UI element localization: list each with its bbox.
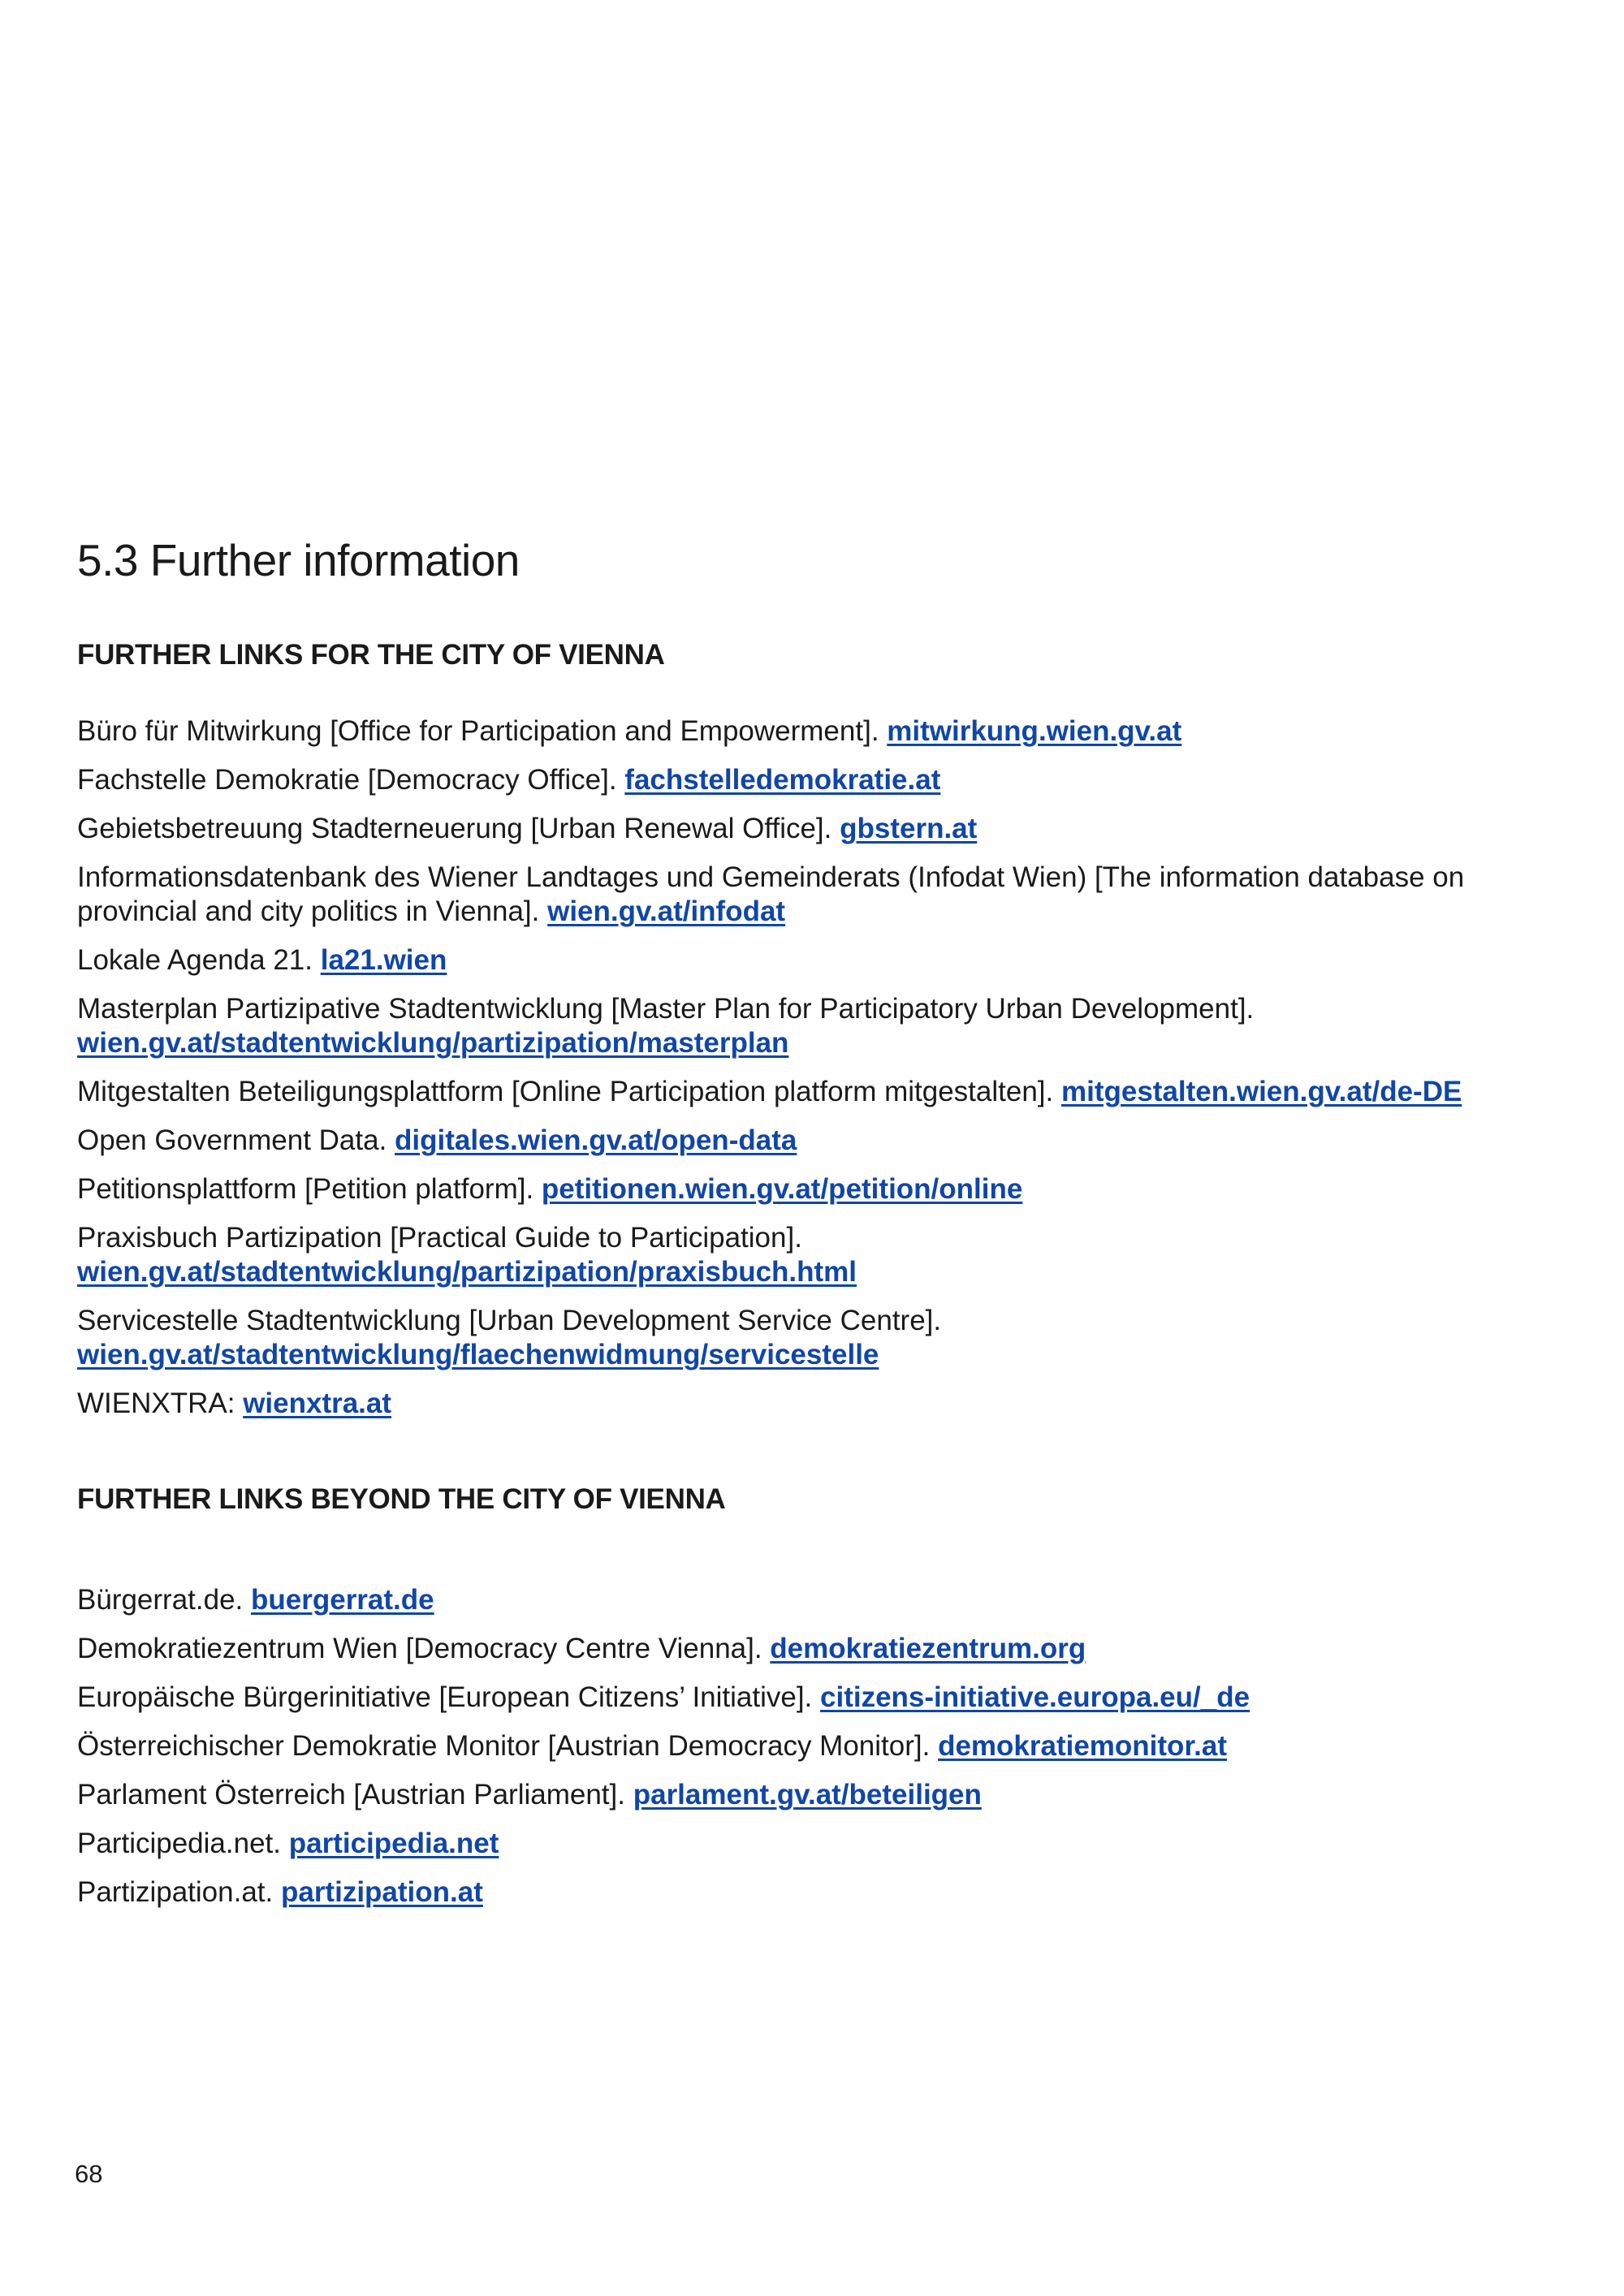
link-description: Masterplan Partizipative Stadtentwicklung [Master Plan for Participatory Urban Development]. (77, 993, 1255, 1025)
link-description: Demokratiezentrum Wien [Democracy Centre Vienna]. (77, 1633, 771, 1664)
link-description: Parlament Österreich [Austrian Parliament]. (77, 1779, 633, 1810)
external-link[interactable]: la21.wien (320, 944, 447, 976)
link-description: Gebietsbetreuung Stadterneuerung [Urban Renewal Office]. (77, 813, 840, 844)
list-item (77, 861, 1506, 929)
list-item (77, 1221, 1506, 1289)
external-link[interactable]: wien.gv.at/stadtentwicklung/partizipation/praxisbuch.html (77, 1256, 857, 1288)
link-description: Europäische Bürgerinitiative [European Citizens’ Initiative]. (77, 1681, 821, 1713)
link-description: Bürgerrat.de. (77, 1584, 251, 1616)
page-number: 68 (75, 2160, 103, 2188)
external-link[interactable]: demokratiezentrum.org (770, 1633, 1086, 1664)
link-description: Büro für Mitwirkung [Office for Participation and Empowerment]. (77, 715, 888, 747)
external-link[interactable]: wien.gv.at/infodat (547, 896, 786, 927)
external-link[interactable]: wien.gv.at/stadtentwicklung/partizipation/masterplan (77, 1027, 789, 1059)
list-item (77, 1172, 1506, 1206)
external-link[interactable]: wienxtra.at (243, 1388, 392, 1419)
list-item (77, 1681, 1506, 1715)
external-link[interactable]: citizens-initiative.europa.eu/_de (820, 1681, 1250, 1713)
list-item (77, 1827, 1506, 1861)
page-title: 5.3 Further information (77, 535, 520, 585)
external-link[interactable]: digitales.wien.gv.at/open-data (395, 1124, 797, 1156)
external-link[interactable]: mitwirkung.wien.gv.at (887, 715, 1182, 747)
external-link[interactable]: mitgestalten.wien.gv.at/de-DE (1060, 1076, 1462, 1107)
link-description: Fachstelle Demokratie [Democracy Office]. (77, 764, 625, 796)
link-description: Lokale Agenda 21. (77, 944, 321, 976)
list-item (77, 1124, 1506, 1158)
link-description: Servicestelle Stadtentwicklung [Urban Development Service Centre]. (77, 1305, 942, 1336)
section-heading-beyond-vienna: FURTHER LINKS BEYOND THE CITY OF VIENNA (77, 1483, 726, 1515)
external-link[interactable]: partizipation.at (280, 1876, 483, 1908)
external-link[interactable]: petitionen.wien.gv.at/petition/online (541, 1173, 1023, 1205)
list-item (77, 1632, 1506, 1666)
external-link[interactable]: participedia.net (288, 1828, 499, 1859)
link-description: Open Government Data. (77, 1124, 395, 1156)
list-item (77, 1075, 1506, 1109)
link-description: Mitgestalten Beteiligungsplattform [Online Participation platform mitgestalten]. (77, 1076, 1061, 1107)
link-list-beyond-vienna (77, 1583, 1506, 1924)
section-heading-city-of-vienna: FURTHER LINKS FOR THE CITY OF VIENNA (77, 639, 665, 671)
link-description: Österreichischer Demokratie Monitor [Austrian Democracy Monitor]. (77, 1730, 939, 1762)
list-item (77, 1304, 1506, 1372)
list-item (77, 763, 1506, 797)
link-description: Participedia.net. (77, 1828, 289, 1859)
list-item (77, 943, 1506, 978)
list-item (77, 1875, 1506, 1910)
external-link[interactable]: gbstern.at (840, 813, 978, 844)
list-item (77, 714, 1506, 749)
list-item (77, 1729, 1506, 1763)
link-list-city-of-vienna (77, 714, 1506, 1435)
link-description: WIENXTRA: (77, 1388, 244, 1419)
external-link[interactable]: wien.gv.at/stadtentwicklung/flaechenwidmung/servicestelle (77, 1339, 879, 1370)
link-description: Informationsdatenbank des Wiener Landtages und Gemeinderats (Infodat Wien) [The information database on provincial and city politics in Vienna]. (77, 861, 1465, 927)
link-description: Praxisbuch Partizipation [Practical Guide to Participation]. (77, 1222, 802, 1254)
list-item (77, 1387, 1506, 1421)
external-link[interactable]: fachstelledemokratie.at (624, 764, 941, 796)
link-description: Partizipation.at. (77, 1876, 281, 1908)
external-link[interactable]: buergerrat.de (251, 1584, 434, 1616)
list-item (77, 992, 1506, 1060)
list-item (77, 812, 1506, 846)
list-item (77, 1583, 1506, 1617)
list-item (77, 1778, 1506, 1812)
link-description: Petitionsplattform [Petition platform]. (77, 1173, 542, 1205)
external-link[interactable]: demokratiemonitor.at (938, 1730, 1227, 1762)
external-link[interactable]: parlament.gv.at/beteiligen (633, 1779, 982, 1810)
